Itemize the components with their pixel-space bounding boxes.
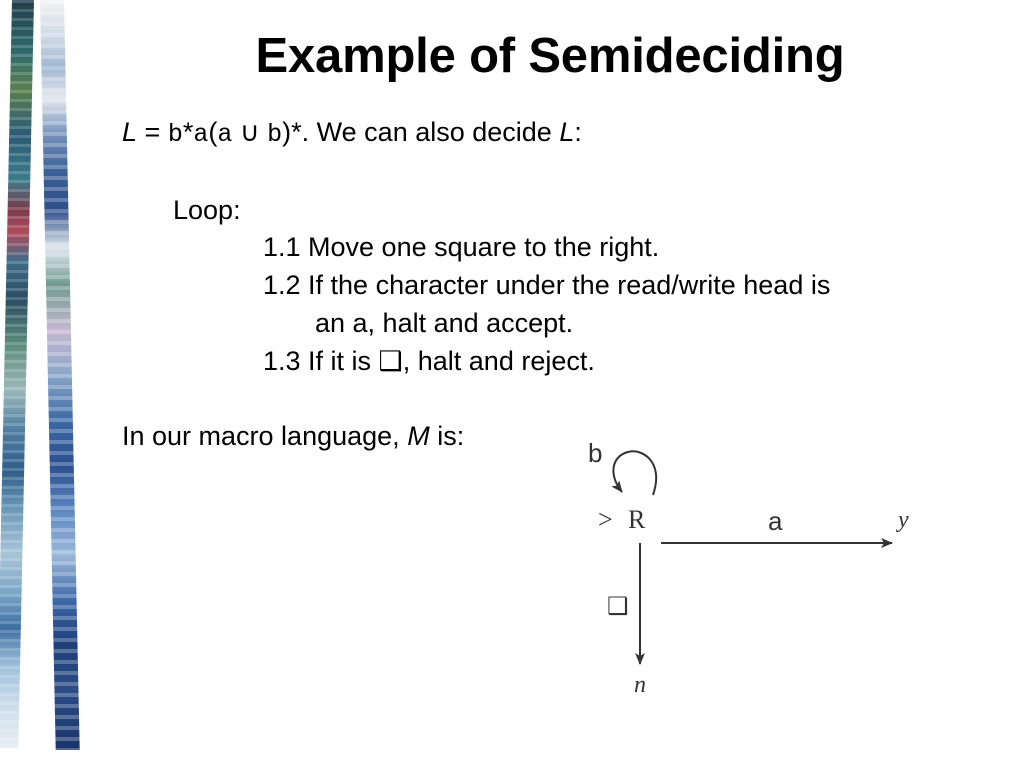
regex-lparen: (	[208, 117, 218, 147]
loop-label: Loop:	[173, 195, 241, 225]
equals-sign: =	[137, 117, 168, 147]
step-1-3: 1.3 If it is ❑, halt and reject.	[263, 346, 595, 376]
macro-suffix: is:	[429, 421, 465, 451]
regex-rparen-star: )*.	[282, 117, 310, 147]
slide-title: Example of Semideciding	[255, 29, 845, 83]
regex-a: a	[193, 120, 209, 149]
machine-diagram	[560, 430, 940, 710]
machine-symbol: M	[407, 421, 430, 451]
step-1-2-continued: an a, halt and accept.	[315, 308, 574, 338]
accept-state-label: y	[898, 507, 909, 533]
regex-b2: b	[267, 120, 283, 149]
start-marker: >	[598, 505, 613, 534]
self-loop-arrow	[613, 451, 656, 495]
colon: :	[574, 117, 582, 147]
loop-edge-label: b	[588, 438, 603, 468]
regex-star: *	[182, 117, 194, 147]
down-edge-label: ❑	[607, 594, 629, 620]
step-1-2: 1.2 If the character under the read/write head is	[263, 270, 831, 300]
language-definition	[122, 117, 582, 149]
machine-r-label: R	[628, 505, 646, 534]
regex-a2: a	[217, 120, 233, 149]
step-1-1: 1.1 Move one square to the right.	[263, 232, 660, 262]
macro-prefix: In our macro language,	[122, 421, 408, 451]
decide-text: We can also decide	[309, 117, 560, 147]
macro-language-line	[122, 421, 464, 452]
reject-state-label: n	[634, 672, 646, 698]
regex-union: ∪	[232, 117, 268, 147]
right-edge-label: a	[768, 506, 783, 536]
regex-b: b	[167, 120, 183, 149]
language-symbol: L	[122, 117, 138, 147]
decorative-strip-left	[0, 0, 34, 748]
language-symbol-2: L	[559, 117, 575, 147]
decorative-strip-right	[40, 0, 80, 750]
